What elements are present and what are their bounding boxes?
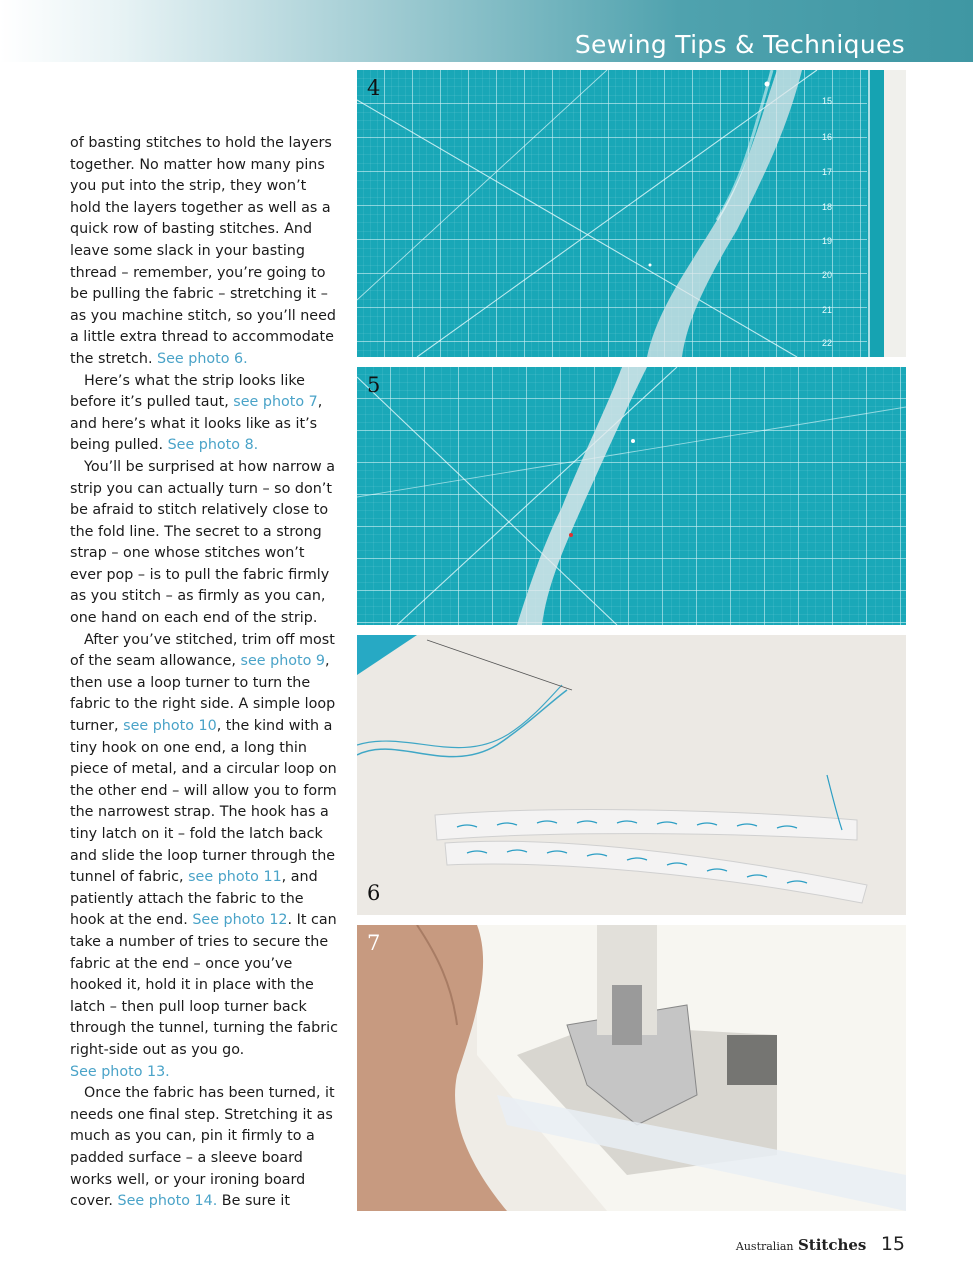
photo-ref-12[interactable]: See photo 12: [192, 912, 288, 929]
ruler-mark: 21: [822, 305, 833, 315]
ruler-mark: 16: [822, 132, 833, 142]
paragraph-4: After you’ve stitched, trim off most of the seam allowance, see photo 9, then use a loop turner to turn the fabric to the right side. A simple loop turner, see photo 10, the kind with a tiny hook on one end, a long thin piece of metal, and a circular loop on the other end – will allow you to form the narrowest strap. The hook has a tiny latch on it – fold the latch back and slide the loop turner through the tunnel of fabric, see photo 11, and patiently attach the fabric to the hook at the end. See photo 12. It can take a number of tries to secure the fabric at the end – once you’ve hooked it, hold it in place with the latch – then pull loop turner back through the tunnel, turning the fabric right-side out as you go.: [70, 631, 338, 1058]
paragraph-2: Here’s what the strip looks like before it’s pulled taut, see photo 7, and here’s what it looks like as it’s being pulled. See photo 8.: [70, 372, 323, 454]
magazine-name: Stitches: [797, 1236, 867, 1254]
ruler-mark: 22: [822, 338, 833, 348]
sewing-machine-image: [357, 925, 906, 1211]
ruler-mark: 18: [822, 202, 833, 212]
ruler-mark: 15: [822, 96, 833, 106]
photo-5: [357, 367, 906, 625]
photo-ref-8[interactable]: See photo 8.: [167, 437, 259, 454]
stitched-strip-image: [357, 635, 906, 915]
paragraph-1: of basting stitches to hold the layers together. No matter how many pins you put into the strip, they won’t hold the layers together as well as a quick row of basting stitches. And leave some slack in your basting thread – remember, you’re going to be pulling the fabric – stretching it – as you machine stitch, so you’ll need a little extra thread to accommodate the stretch. See photo 6.: [70, 135, 336, 367]
photo-7: [357, 925, 906, 1211]
photo-number: 7: [367, 931, 381, 955]
paragraph-3: You’ll be surprised at how narrow a strip you can actually turn – so don’t be afraid to stitch relatively close to the fold line. The secret to a strong strap – one whose stitches won’t ever pop – is to pull the fabric firmly as you stitch – as firmly as you can, one hand on each end of the strip.: [70, 458, 335, 627]
photo-ref-6[interactable]: See photo 6.: [157, 350, 248, 367]
magazine-name-prefix: Australian: [735, 1240, 794, 1253]
photo-ref-13[interactable]: See photo 13.: [70, 1063, 170, 1080]
photo-6: [357, 635, 906, 915]
photo-4: [357, 70, 906, 357]
photo-ref-7[interactable]: see photo 7: [233, 394, 318, 411]
ruler-mark: 17: [822, 167, 833, 177]
cutting-mat-image: [357, 367, 906, 625]
photo-number: 6: [367, 881, 381, 905]
section-title: Sewing Tips & Techniques: [574, 30, 905, 59]
photo-ref-14[interactable]: See photo 14.: [117, 1193, 218, 1210]
ruler-mark: 20: [822, 270, 833, 280]
photo-ref-9[interactable]: see photo 9: [240, 653, 325, 670]
photo-number: 4: [367, 76, 381, 100]
photo-number: 5: [367, 373, 381, 397]
photo-ref-13-line: [70, 1062, 338, 1084]
article-column: [70, 133, 338, 1213]
page-number: 15: [880, 1233, 905, 1255]
paragraph-5: Once the fabric has been turned, it needs one final step. Stretching it as much as you can, pin it firmly to a padded surface – a sleeve board works well, or your ironing board cover. See photo 14. Be sure it: [70, 1085, 335, 1210]
ruler-mark: 19: [822, 236, 833, 246]
photo-ref-10[interactable]: see photo 10: [123, 718, 217, 735]
photo-ref-11[interactable]: see photo 11: [188, 869, 282, 886]
page-footer: [736, 1233, 905, 1255]
